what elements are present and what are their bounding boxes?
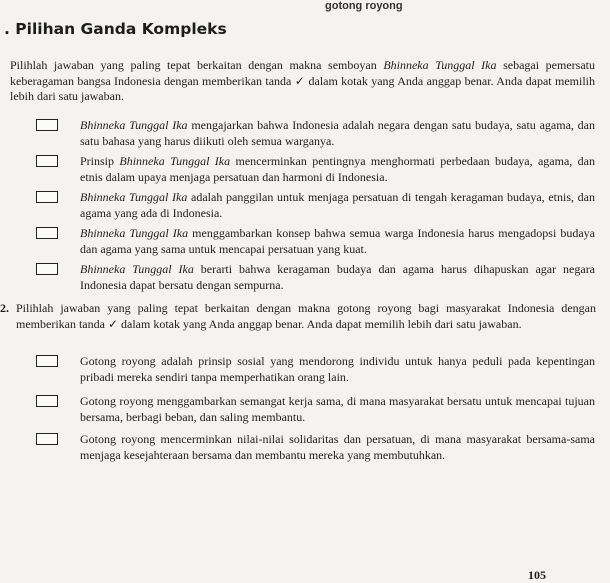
- answer-checkbox[interactable]: [36, 433, 58, 445]
- question-2-prompt: Pilihlah jawaban yang paling tepat berkaitan dengan makna gotong royong bagi masyarakat Indonesia dengan memberikan tanda ✓ dalam kotak yang Anda anggap benar. Anda dapat memilih lebih dari satu jawaban.: [16, 301, 596, 331]
- question-2-option: Gotong royong menggambarkan semangat kerja sama, di mana masyarakat bersatu untuk mencapai tujuan bersama, berbagi beban, dan saling membantu.: [10, 394, 595, 425]
- answer-checkbox[interactable]: [36, 119, 58, 131]
- question-1-option: Bhinneka Tunggal Ika berarti bahwa keragaman budaya dan agama harus dihapuskan agar negara Indonesia dapat bersatu dengan sempurna.: [10, 262, 595, 293]
- answer-checkbox[interactable]: [36, 155, 58, 167]
- section-bullet: .: [4, 20, 16, 38]
- answer-checkbox[interactable]: [36, 263, 58, 275]
- question-1-prompt: Pilihlah jawaban yang paling tepat berkaitan dengan makna semboyan Bhinneka Tunggal Ika sebagai pemersatu keberagaman bangsa Indonesia dengan memberikan tanda ✓ dalam kotak yang Anda anggap benar. Anda dapat memilih lebih dari satu jawaban.: [10, 58, 595, 104]
- question-1-option: Bhinneka Tunggal Ika adalah panggilan untuk menjaga persatuan di tengah keragaman budaya, etnis, dan agama yang ada di Indonesia.: [10, 190, 595, 221]
- answer-checkbox[interactable]: [36, 395, 58, 407]
- page-number: 105: [528, 568, 546, 582]
- previous-page-fragment: gotong royong: [325, 0, 403, 12]
- question-1-option: Bhinneka Tunggal Ika menggambarkan konsep bahwa semua warga Indonesia harus mengadopsi budaya dan agama yang sama untuk mencapai persatuan yang kuat.: [10, 226, 595, 257]
- question-2-number: 2.: [0, 301, 9, 315]
- question-1-option: Bhinneka Tunggal Ika mengajarkan bahwa Indonesia adalah negara dengan satu budaya, satu agama, dan satu bahasa yang harus diikuti oleh semua warganya.: [10, 118, 595, 149]
- question-2-option: Gotong royong mencerminkan nilai-nilai solidaritas dan persatuan, di mana masyarakat bersama-sama menjaga kesejahteraan bersama dan membantu mereka yang membutuhkan.: [10, 432, 595, 463]
- answer-checkbox[interactable]: [36, 191, 58, 203]
- answer-checkbox[interactable]: [36, 227, 58, 239]
- section-title: . Pilihan Ganda Kompleks: [4, 20, 227, 38]
- question-1-option: Prinsip Bhinneka Tunggal Ika mencerminkan pentingnya menghormati perbedaan budaya, agama, dan etnis dalam upaya menjaga persatuan dan harmoni di Indonesia.: [10, 154, 595, 185]
- question-2-option: Gotong royong adalah prinsip sosial yang mendorong individu untuk hanya peduli pada kepentingan pribadi mereka sendiri tanpa memperhatikan orang lain.: [10, 354, 595, 385]
- answer-checkbox[interactable]: [36, 355, 58, 367]
